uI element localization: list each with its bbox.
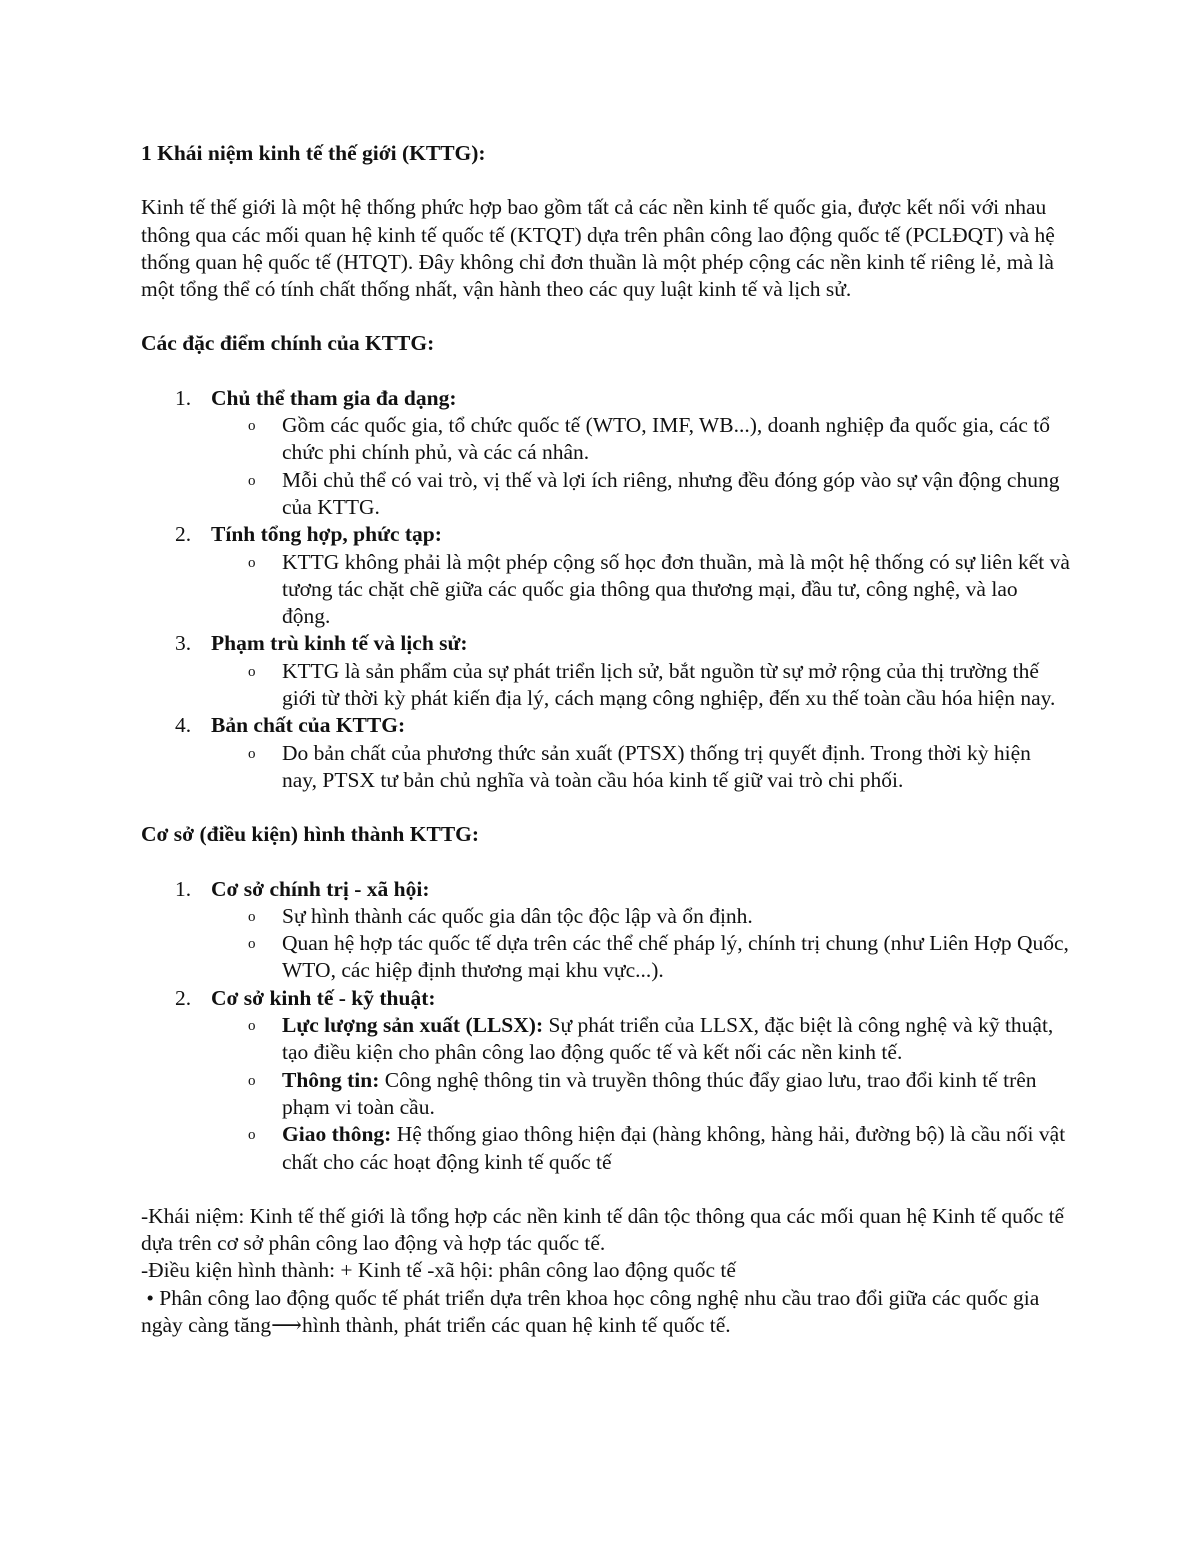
characteristics-list xyxy=(141,385,1070,794)
list-item xyxy=(141,630,1070,712)
sub-list xyxy=(211,740,1070,795)
list-item-title: Cơ sở kinh tế - kỹ thuật: xyxy=(211,985,436,1010)
list-number: 2. xyxy=(175,522,192,547)
sub-list xyxy=(211,1012,1070,1176)
bullet-icon: o xyxy=(248,1127,256,1144)
bullet-icon: o xyxy=(248,418,256,435)
list-item xyxy=(141,385,1070,521)
list-item xyxy=(141,876,1070,985)
list-number: 1. xyxy=(175,385,192,410)
note-concept: -Khái niệm: Kinh tế thế giới là tổng hợp các nền kinh tế dân tộc thông qua các mối quan hệ Kinh tế quốc tế dựa trên cơ sở phân công lao động và hợp tác quốc tế. xyxy=(141,1203,1065,1256)
bullet-icon: o xyxy=(248,554,256,571)
sub-list-item: o KTTG là sản phẩm của sự phát triển lịch sử, bắt nguồn từ sự mở rộng của thị trường thế giới từ thời kỳ phát kiến địa lý, cách mạng công nghiệp, đến xu thế toàn cầu hóa hiện nay. xyxy=(248,658,1056,711)
list-number: 3. xyxy=(175,631,192,656)
sub-list-item: o Gồm các quốc gia, tổ chức quốc tế (WTO, IMF, WB...), doanh nghiệp đa quốc gia, các tổ chức phi chính phủ, và các cá nhân. xyxy=(248,413,1050,465)
list-item xyxy=(141,521,1070,630)
section-heading-foundations: Cơ sở (điều kiện) hình thành KTTG: xyxy=(141,822,480,847)
sub-list xyxy=(211,412,1070,521)
bullet-icon: o xyxy=(248,1018,256,1035)
bullet-icon: o xyxy=(248,908,256,925)
list-number: 2. xyxy=(175,985,192,1010)
list-number: 1. xyxy=(175,876,192,901)
sub-list-item: o Do bản chất của phương thức sản xuất (PTSX) thống trị quyết định. Trong thời kỳ hiện nay, PTSX tư bản chủ nghĩa và toàn cầu hóa kinh tế giữ vai trò chi phối. xyxy=(248,740,1031,792)
note-bullet: • Phân công lao động quốc tế phát triển dựa trên khoa học công nghệ nhu cầu trao đổi giữa các quốc gia ngày càng tăng⟶hình thành, phát triển các quan hệ kinh tế quốc tế. xyxy=(141,1285,1045,1337)
sub-list-item: o KTTG không phải là một phép cộng số học đơn thuần, mà là một hệ thống có sự liên kết và tương tác chặt chẽ giữa các quốc gia thông qua thương mại, đầu tư, công nghệ, và lao động. xyxy=(248,549,1070,629)
sub-list xyxy=(211,658,1070,713)
sub-list-item: o Thông tin: Công nghệ thông tin và truyền thông thúc đẩy giao lưu, trao đổi kinh tế trên phạm vi toàn cầu. xyxy=(248,1067,1037,1119)
bullet-icon: o xyxy=(248,745,256,762)
sub-list-item: o Giao thông: Hệ thống giao thông hiện đại (hàng không, hàng hải, đường bộ) là cầu nối vật chất cho các hoạt động kinh tế quốc tế xyxy=(248,1122,1066,1174)
list-item xyxy=(141,985,1070,1176)
list-number: 4. xyxy=(175,713,192,738)
sub-list-item: o Mỗi chủ thể có vai trò, vị thế và lợi ích riêng, nhưng đều đóng góp vào sự vận động chung của KTTG. xyxy=(248,467,1060,519)
list-item-title: Cơ sở chính trị - xã hội: xyxy=(211,876,430,901)
sub-list-item: o Lực lượng sản xuất (LLSX): Sự phát triển của LLSX, đặc biệt là công nghệ và kỹ thuật, tạo điều kiện cho phân công lao động quốc tế và kết nối các nền kinh tế. xyxy=(248,1013,1054,1065)
bullet-icon: o xyxy=(248,663,256,680)
sub-list xyxy=(211,549,1070,631)
sub-list xyxy=(211,903,1070,985)
sub-list-item: o Sự hình thành các quốc gia dân tộc độc lập và ổn định. xyxy=(211,903,1070,930)
list-item-title: Bản chất của KTTG: xyxy=(211,713,406,738)
section-heading-characteristics: Các đặc điểm chính của KTTG: xyxy=(141,331,435,356)
list-item xyxy=(141,712,1070,794)
note-conditions: -Điều kiện hình thành: + Kinh tế -xã hội: phân công lao động quốc tế xyxy=(141,1258,736,1283)
foundations-list xyxy=(141,876,1070,1176)
list-item-title: Chủ thể tham gia đa dạng: xyxy=(211,385,457,410)
sub-list-item: o Quan hệ hợp tác quốc tế dựa trên các thể chế pháp lý, chính trị chung (như Liên Hợp Quốc, WTO, các hiệp định thương mại khu vực...). xyxy=(248,931,1069,983)
bullet-icon: o xyxy=(248,1072,256,1089)
bullet-icon: o xyxy=(248,936,256,953)
concept-paragraph: Kinh tế thế giới là một hệ thống phức hợp bao gồm tất cả các nền kinh tế quốc gia, được kết nối với nhau thông qua các mối quan hệ kinh tế quốc tế (KTQT) dựa trên phân công lao động quốc tế (PCLĐQT) và hệ thống quan hệ quốc tế (HTQT). Đây không chỉ đơn thuần là một phép cộng các nền kinh tế riêng lẻ, mà là một tổng thể có tính chất thống nhất, vận hành theo các quy luật kinh tế và lịch sử. xyxy=(141,195,1055,302)
bullet-icon: o xyxy=(248,472,256,489)
list-item-title: Tính tổng hợp, phức tạp: xyxy=(211,522,442,547)
section-heading-concept: 1 Khái niệm kinh tế thế giới (KTTG): xyxy=(141,141,486,165)
list-item-title: Phạm trù kinh tế và lịch sử: xyxy=(211,631,468,656)
